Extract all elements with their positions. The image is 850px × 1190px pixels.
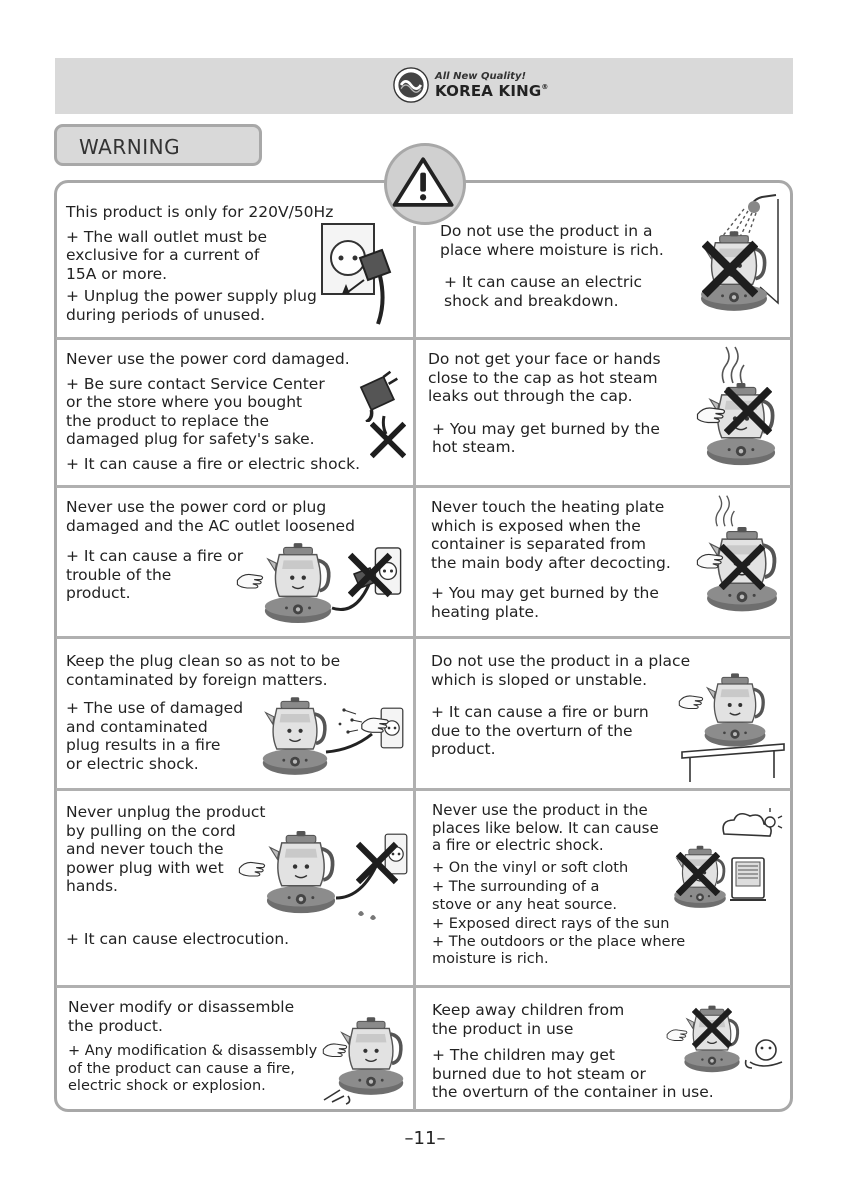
item-bullet: + On the vinyl or soft cloth (432, 859, 629, 876)
item-bullet: + The surrounding of a stove or any heat source. (432, 879, 617, 913)
row-divider (56, 337, 791, 340)
item-title: Do not use the product in a place which is sloped or unstable. (431, 652, 691, 689)
warning-item-moisture (440, 222, 690, 310)
item-bullet: + It can cause a fire or burn due to the overturn of the product. (431, 703, 649, 758)
item-bullet: + Unplug the power supply plug during periods of unused. (66, 287, 317, 324)
damaged-plug-illustration (354, 370, 410, 470)
item-bullets (432, 420, 698, 457)
item-bullets (431, 584, 701, 621)
column-divider (413, 226, 416, 1110)
hand-icon (679, 696, 702, 709)
plug-icon (361, 372, 397, 422)
cloud-sun-icon (723, 814, 771, 836)
kettle-icon (705, 673, 766, 746)
item-title: Never use the product in the places like below. It can cause a fire or electric shock. (432, 801, 659, 854)
item-bullet: + The wall outlet must be exclusive for a current of 15A or more. (66, 227, 267, 283)
wet-hand-plug-illustration (238, 818, 410, 922)
warning-item-steam (428, 350, 698, 457)
item-bullet: + It can cause a fire or trouble of the product. (66, 547, 244, 602)
item-bullet: + Exposed direct rays of the sun (432, 916, 670, 932)
row-divider (56, 985, 791, 988)
hand-icon (237, 574, 262, 588)
item-bullet: + It can cause a fire or electric shock. (66, 454, 361, 473)
brand-name-text: KOREA KING (435, 81, 542, 100)
shower-kettle-illustration (692, 185, 788, 325)
item-bullet: + Be sure contact Service Center or the store where you bought the product to replace the damaged plug for safety's sake. (66, 374, 325, 448)
item-bullet: + Any modification & disassembly of the product can cause a fire, electric shock or explosion. (68, 1043, 318, 1094)
child-icon (746, 1040, 782, 1068)
kettle-icon (263, 697, 327, 775)
item-title: Keep away children from the product in use (432, 1001, 625, 1038)
steam-icon (716, 496, 734, 527)
tool-icon (324, 1090, 350, 1104)
kettle-icon (684, 1006, 739, 1073)
korea-king-emblem-icon (393, 67, 429, 103)
warning-item-disassemble (68, 998, 348, 1096)
item-title: Never use the power cord damaged. (66, 350, 350, 368)
warning-item-heating-plate (431, 498, 701, 621)
dirty-plug-illustration (260, 690, 410, 782)
row-divider (56, 788, 791, 791)
item-bullet: + It can cause electrocution. (66, 929, 290, 948)
item-bullet: + You may get burned by the hot steam. (432, 419, 660, 456)
item-bullets (66, 930, 296, 949)
item-title: Do not get your face or hands close to the cap as hot steam leaks out through the cap. (428, 350, 661, 405)
x-mark-icon (374, 426, 403, 455)
row-divider (56, 636, 791, 639)
item-bullets (68, 1043, 348, 1096)
item-title: Keep the plug clean so as not to be contaminated by foreign matters. (66, 652, 341, 689)
warning-tab (54, 124, 262, 166)
loose-outlet-illustration (236, 530, 406, 632)
water-drops (358, 911, 376, 920)
heating-plate-illustration (696, 494, 788, 622)
hand-icon (239, 862, 264, 876)
brand-logo (393, 67, 549, 103)
kettle-icon (339, 1017, 403, 1095)
header-bar (55, 58, 793, 114)
brand-name (435, 81, 549, 100)
item-title: Do not use the product in a place where moisture is rich. (440, 222, 664, 259)
item-bullet: + It can cause an electric shock and breakdown. (444, 273, 643, 310)
item-title: Never touch the heating plate which is exposed when the container is separated from the main body after decocting. (431, 498, 671, 572)
registered-mark: ® (541, 82, 549, 91)
hand-icon (667, 1030, 687, 1041)
item-bullet: + You may get burned by the heating plate. (431, 584, 659, 621)
kettle-icon (265, 543, 331, 623)
steam-icon (722, 347, 744, 383)
item-title: Never use the power cord or plug damaged and the AC outlet loosened (66, 498, 355, 535)
brand-tagline: All New Quality! (435, 70, 527, 82)
section-title: WARNING (79, 135, 181, 159)
page-number: –11– (404, 1128, 446, 1149)
item-title: This product is only for 220V/50Hz (66, 203, 334, 221)
item-bullet: + The use of damaged and contaminated plug results in a fire or electric shock. (66, 699, 244, 773)
disassemble-illustration (320, 1010, 410, 1106)
steam-kettle-illustration (696, 345, 788, 480)
item-bullets (444, 273, 690, 310)
child-illustration (666, 998, 788, 1082)
kettle-icon (267, 831, 335, 913)
item-title: Never unplug the product by pulling on the cord and never touch the power plug with wet hands. (66, 803, 266, 895)
unstable-table-illustration (676, 660, 788, 784)
heater-icon (730, 858, 766, 900)
item-bullet: + The children may get burned due to hot steam or the overturn of the container in use. (432, 1046, 714, 1101)
locations-illustration (650, 808, 788, 920)
hand-icon (323, 1044, 346, 1057)
row-divider (56, 485, 791, 488)
item-title: Never modify or disassemble the product. (68, 998, 295, 1035)
item-bullet: + The outdoors or the place where moisture is rich. (432, 933, 686, 967)
plug-outlet-illustration (320, 222, 400, 326)
